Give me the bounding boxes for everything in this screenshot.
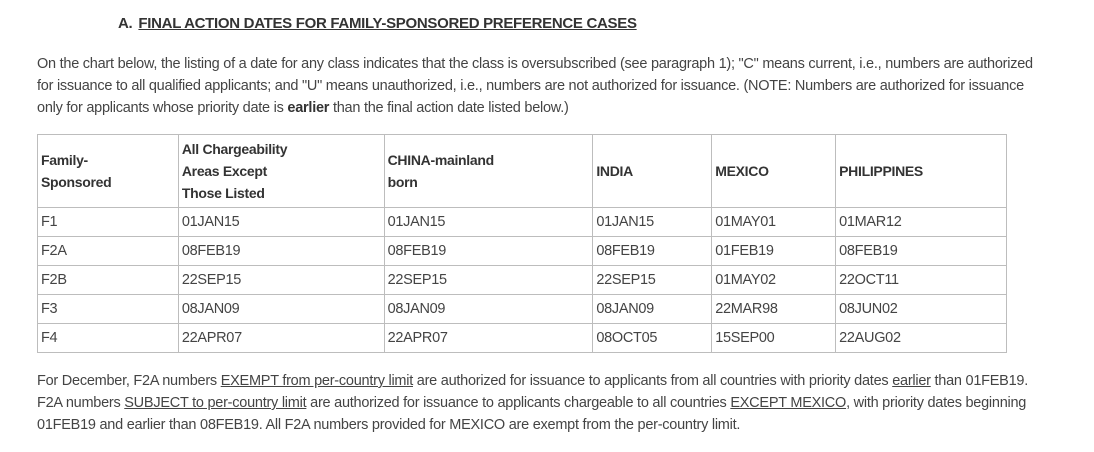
footer-text-1: For December, F2A numbers [37, 373, 221, 389]
table-header-row [38, 135, 1007, 208]
table-row [38, 208, 1007, 237]
header-india: INDIA [593, 135, 712, 208]
cell-philippines: 08FEB19 [836, 237, 1007, 266]
footer-paragraph [37, 370, 1047, 436]
row-label: F1 [38, 208, 179, 237]
row-label: F3 [38, 295, 179, 324]
section-title: FINAL ACTION DATES FOR FAMILY-SPONSORED PREFERENCE CASES [138, 15, 637, 32]
exempt-link[interactable]: EXEMPT from per-country limit [220, 373, 413, 389]
final-action-dates-table [37, 134, 1007, 353]
header-philippines: PHILIPPINES [836, 135, 1007, 208]
intro-bold-earlier: earlier [287, 100, 330, 116]
table-row [38, 295, 1007, 324]
cell-philippines: 08JUN02 [836, 295, 1007, 324]
row-label: F2B [38, 266, 179, 295]
cell-mexico: 01MAY02 [712, 266, 836, 295]
header-mexico: MEXICO [712, 135, 836, 208]
table-row [38, 324, 1007, 353]
cell-india: 01JAN15 [593, 208, 712, 237]
table-row [38, 266, 1007, 295]
intro-text-1: On the chart below, the listing of a date for any class indicates that the class is oversubscribed (see paragraph 1); "C" means current, i.e., numbers are authorized for issuance to all qualified applicants; and "U" means unauthorized, i.e., numbers are not authorized for issuance. (NOTE: Numbers are authorized for issuance only for applicants whose priority date is [37, 56, 1033, 116]
footer-text-4: are authorized for issuance to applicants chargeable to all countries [306, 395, 731, 411]
cell-india: 08JAN09 [593, 295, 712, 324]
cell-mexico: 01MAY01 [712, 208, 836, 237]
cell-china: 08FEB19 [384, 237, 593, 266]
cell-all-chargeability: 01JAN15 [178, 208, 384, 237]
except-mexico-link[interactable]: EXCEPT MEXICO [730, 395, 847, 411]
cell-philippines: 01MAR12 [836, 208, 1007, 237]
cell-all-chargeability: 22SEP15 [178, 266, 384, 295]
header-all-chargeability: All Chargeability Areas Except Those Listed [178, 135, 384, 208]
earlier-link[interactable]: earlier [892, 373, 931, 389]
cell-mexico: 01FEB19 [712, 237, 836, 266]
cell-india: 22SEP15 [593, 266, 712, 295]
cell-mexico: 15SEP00 [712, 324, 836, 353]
section-letter: A. [118, 15, 133, 32]
footer-text-5: , with priority dates beginning 01FEB19 and earlier than 08FEB19. All F2A numbers provided for MEXICO are exempt from the per-country limit. [37, 395, 1027, 433]
cell-all-chargeability: 08FEB19 [178, 237, 384, 266]
cell-china: 08JAN09 [384, 295, 593, 324]
cell-china: 01JAN15 [384, 208, 593, 237]
cell-philippines: 22OCT11 [836, 266, 1007, 295]
row-label: F4 [38, 324, 179, 353]
cell-philippines: 22AUG02 [836, 324, 1007, 353]
cell-india: 08OCT05 [593, 324, 712, 353]
cell-india: 08FEB19 [593, 237, 712, 266]
header-family-sponsored: Family- Sponsored [38, 135, 179, 208]
cell-mexico: 22MAR98 [712, 295, 836, 324]
intro-text-2: than the final action date listed below.) [329, 100, 569, 116]
table-row [38, 237, 1007, 266]
subject-link[interactable]: SUBJECT to per-country limit [124, 395, 307, 411]
intro-paragraph [37, 53, 1047, 119]
cell-china: 22SEP15 [384, 266, 593, 295]
section-heading [118, 15, 637, 32]
footer-text-2: are authorized for issuance to applicants from all countries with priority dates [413, 373, 893, 389]
cell-all-chargeability: 08JAN09 [178, 295, 384, 324]
cell-china: 22APR07 [384, 324, 593, 353]
cell-all-chargeability: 22APR07 [178, 324, 384, 353]
row-label: F2A [38, 237, 179, 266]
footer-text-3: than 01FEB19. F2A numbers [37, 373, 1028, 411]
header-china: CHINA-mainland born [384, 135, 593, 208]
